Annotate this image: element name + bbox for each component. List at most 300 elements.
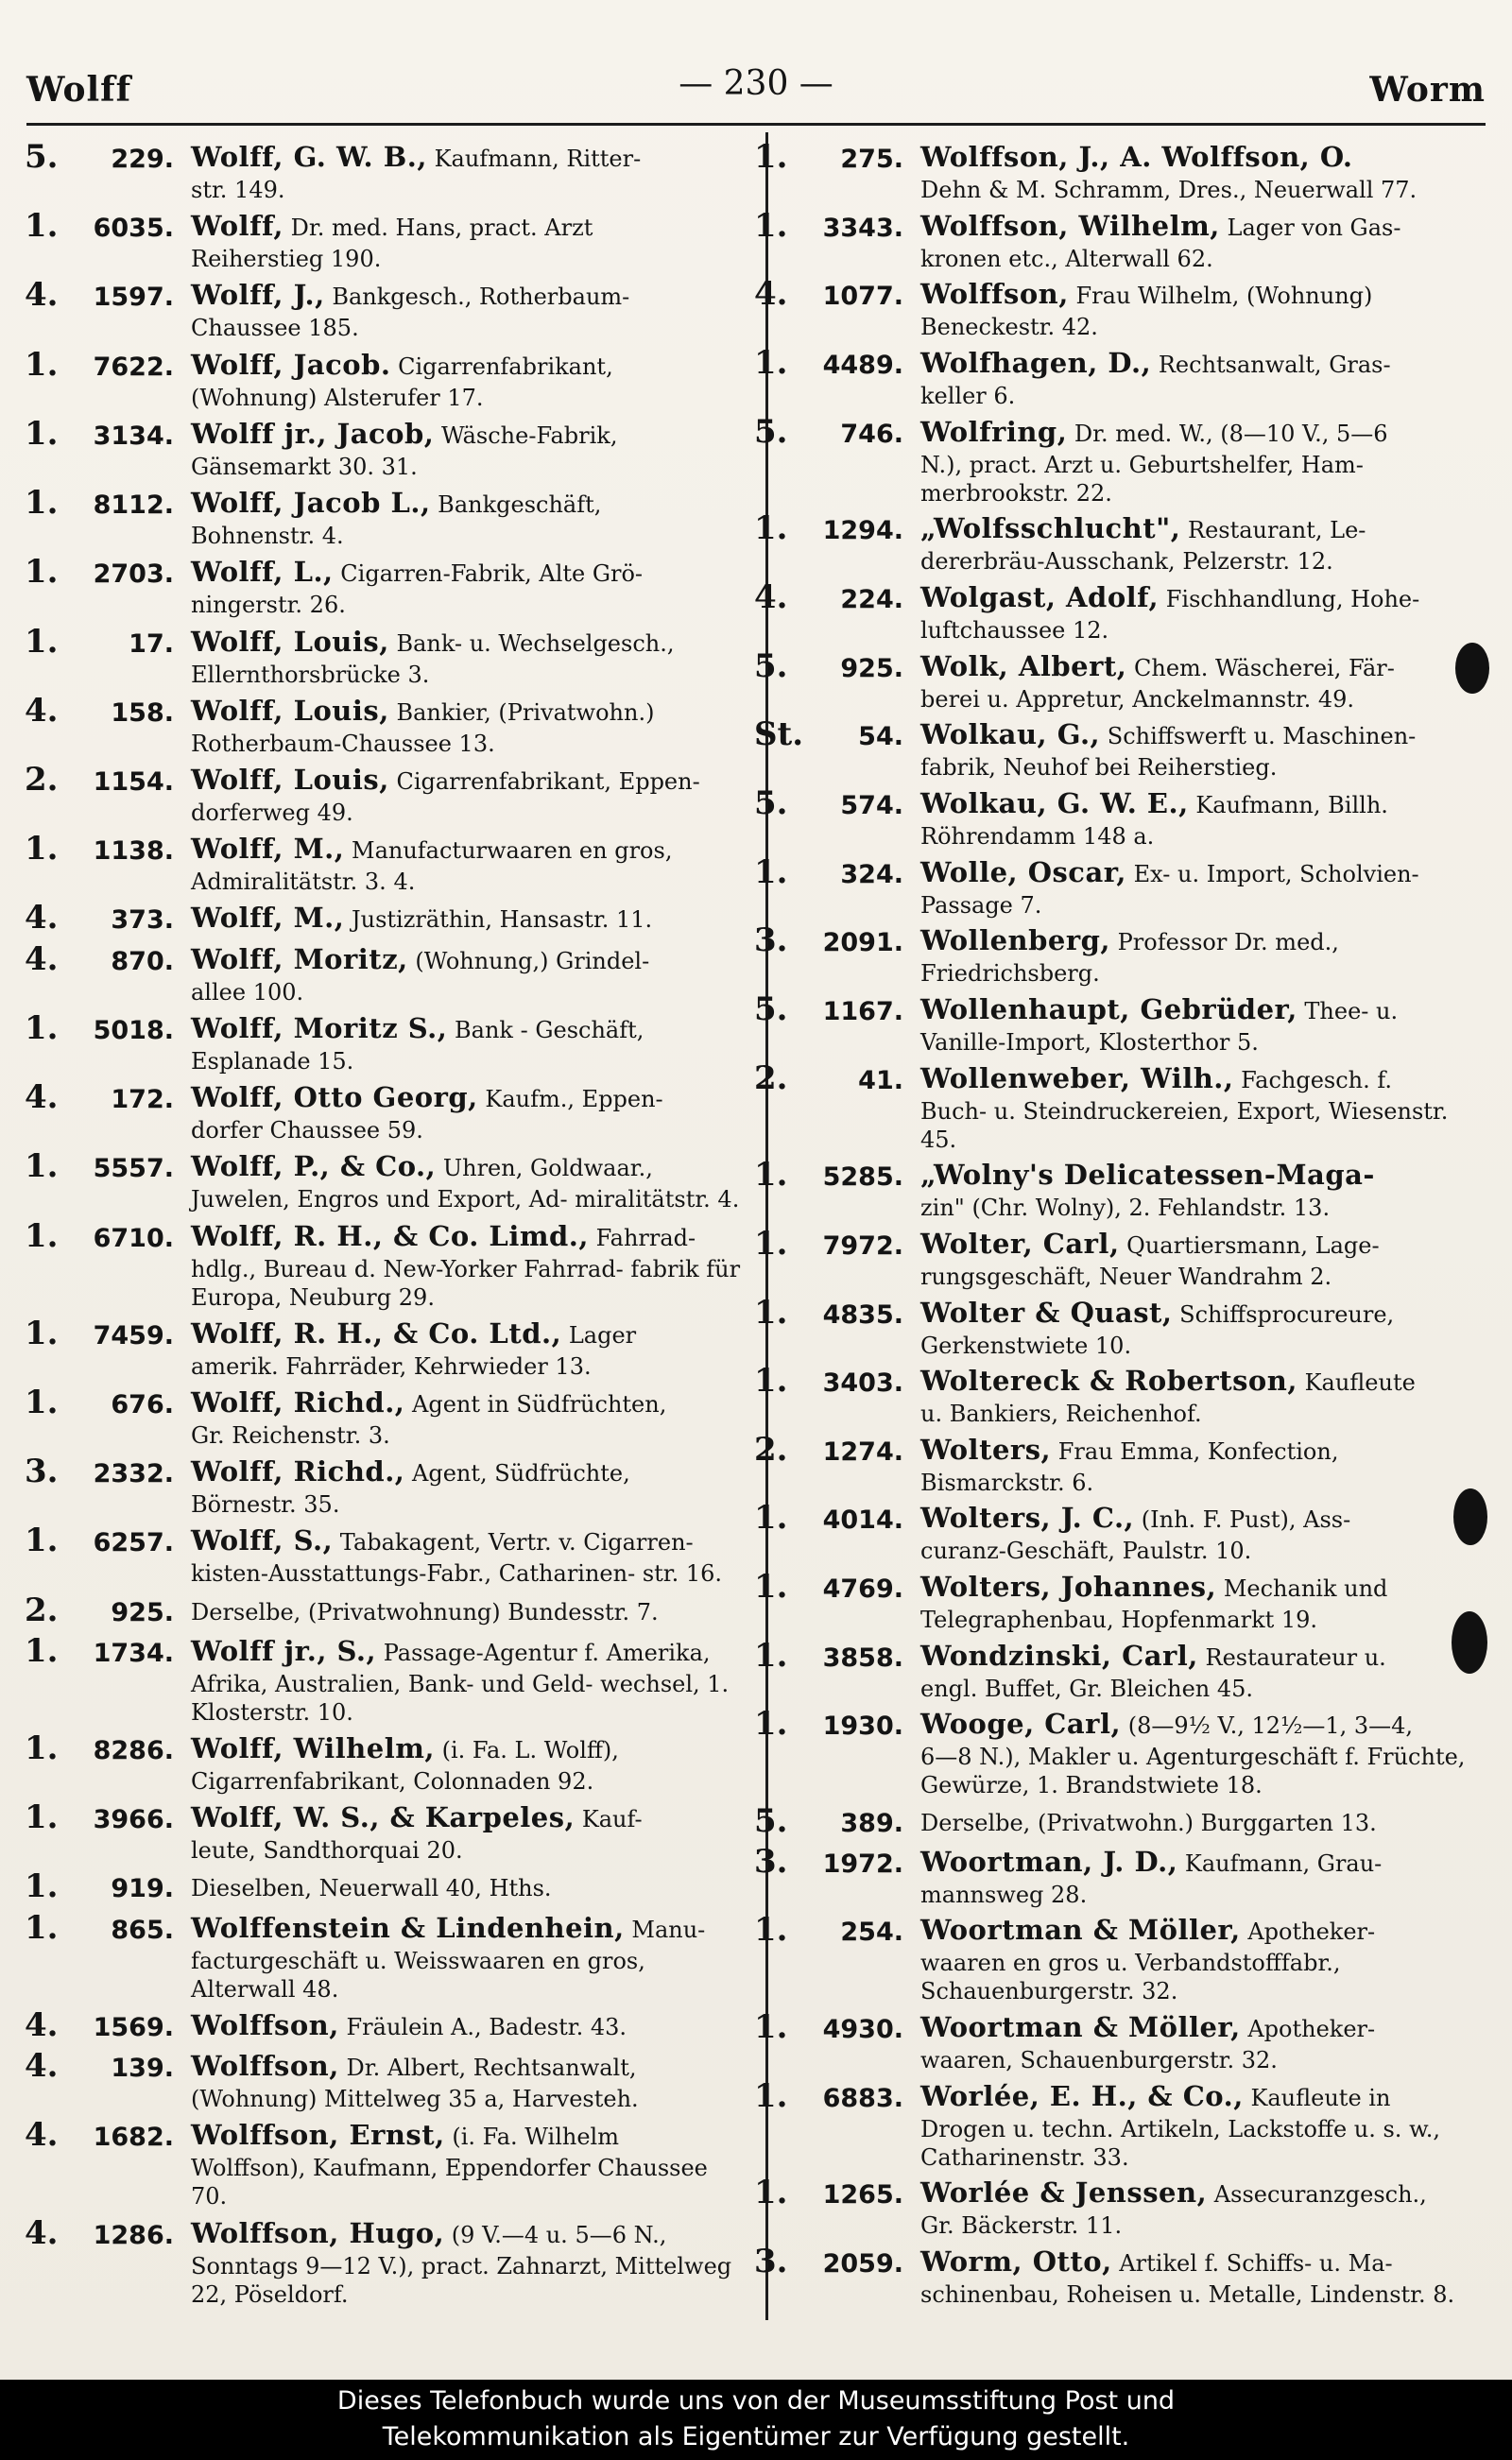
directory-entry [25,1316,745,1381]
subscriber-name: Wolffson, Ernst, [191,2119,445,2152]
directory-entry [754,1501,1491,1565]
entry-text [920,2079,1491,2172]
entry-description: Kauf- [575,1806,643,1833]
directory-entry [25,345,745,412]
entry-address: curanz-Geschäft, Paulstr. 10. [920,1538,1252,1565]
entry-text [191,1911,745,2004]
phone-number: 1930. [822,1712,903,1742]
entry-description: Dieselben, Neuerwall 40, Hths. [191,1875,552,1902]
entry-text [191,2008,745,2044]
entry-description: Derselbe, (Privatwohnung) Bundesstr. 7. [191,1598,659,1626]
subscriber-name: Wolle, Oscar, [920,855,1127,888]
phone-number: 6035. [93,214,174,244]
district-code: 1. [754,2076,788,2115]
phone-number: 229. [111,145,174,174]
entry-text [191,694,745,758]
directory-entry [25,1008,745,1075]
entry-first-line [920,2010,1491,2046]
entry-first-line [191,417,745,453]
entry-address: dererbräu-Ausschank, Pelzerstr. 12. [920,548,1333,576]
district-code: 5. [754,783,788,822]
entry-first-line [191,1149,745,1185]
entry-description: Artikel f. Schiffs- u. Ma- [1111,2250,1393,2278]
entry-text [920,2245,1491,2309]
entry-text [920,1061,1491,1154]
entry-first-line [191,2049,745,2085]
subscriber-name: Wolk, Albert, [920,649,1127,682]
entry-address: Admiralitätstr. 3. 4. [191,869,416,896]
entry-text [920,1227,1491,1291]
entry-description: Mechanik und [1216,1575,1388,1603]
subscriber-name: Woortman, J. D., [920,1845,1178,1878]
directory-entry [754,923,1491,988]
entry-first-line [191,2216,745,2252]
entry-first-line [191,2008,745,2044]
entry-description: Kaufleute [1297,1369,1416,1397]
entry-first-line [920,1501,1491,1537]
phone-number: 925. [111,1597,174,1627]
subscriber-name: Wolters, [920,1433,1052,1466]
entry-address: Drogen u. techn. Artikeln, Lackstoffe u. s. w., Catharinenstr. 33. [920,2115,1441,2171]
phone-number: 925. [840,653,903,683]
entry-first-line [191,555,745,591]
directory-entry [754,989,1491,1057]
directory-entry [754,412,1491,507]
entry-address: schinenbau, Roheisen u. Metalle, Lindenstr. 8. [920,2281,1455,2309]
entry-text [191,1316,745,1381]
entry-address: Friedrichsberg. [920,960,1100,988]
directory-entry [754,852,1491,920]
entry-first-line [191,1634,745,1670]
entry-first-line [920,1158,1491,1194]
subscriber-name: Worm, Otto, [920,2245,1112,2279]
directory-entry [754,511,1491,576]
entry-text [191,417,745,481]
phone-number: 3858. [822,1643,903,1673]
entry-address: Wolffson), Kaufmann, Eppendorfer Chaussee 70. [191,2155,708,2211]
district-code: 1. [754,1499,788,1538]
directory-entry [754,1636,1491,1703]
directory-entry [25,2213,745,2309]
entry-text [920,277,1491,341]
entry-first-line [191,1385,745,1421]
directory-entry [25,2049,745,2113]
district-code: 3. [754,1842,788,1881]
phone-number: 1286. [93,2220,174,2250]
subscriber-name: Wolff, R. H., & Co. Limd., [191,1219,589,1252]
entry-first-line [920,346,1491,382]
directory-entry [754,140,1491,204]
phone-number: 865. [111,1915,174,1945]
entry-address: facturgeschäft u. Weisswaaren en gros, Alterwall 48. [191,1947,645,2003]
entry-text [920,1707,1491,1799]
entry-address: Röhrendamm 148 a. [920,822,1155,850]
subscriber-name: Wolffson, [191,2050,339,2083]
entry-first-line [920,140,1491,176]
directory-entry [25,760,745,827]
phone-number: 3966. [93,1805,174,1835]
entry-description: Manufacturwaaren en gros, [344,837,673,865]
subscriber-name: Wolff jr., Jacob, [191,417,435,450]
phone-number: 1167. [822,996,903,1026]
entry-text [191,278,745,342]
entry-text [920,923,1491,988]
entry-first-line [191,1011,745,1047]
directory-entry [754,2245,1491,2309]
entry-text [191,901,745,937]
header-rule [26,123,1486,126]
entry-description: Dr. med. W., (8—10 V., 5—6 [1067,420,1388,447]
district-code: 5. [25,138,59,176]
subscriber-name: Wollenhaupt, Gebrüder, [920,992,1297,1025]
subscriber-name: Wolfring, [920,415,1068,448]
district-code: 2. [754,1430,788,1469]
entry-first-line [920,2245,1491,2280]
directory-entry [25,1800,745,1865]
district-code: 1. [754,852,788,891]
district-code: 1. [25,484,59,523]
subscriber-name: Wolff, M., [191,833,345,866]
phone-number: 373. [111,905,174,936]
entry-address: Chaussee 185. [191,315,359,342]
entry-address: Passage 7. [920,891,1042,919]
entry-address: zin" (Chr. Wolny), 2. Fehlandstr. 13. [920,1195,1331,1222]
subscriber-name: Wolffson, [191,2008,339,2041]
entry-text [920,1639,1491,1703]
entry-description: Restaurant, Le- [1180,517,1366,544]
entry-description: Frau Wilhelm, (Wohnung) [1068,283,1373,310]
entry-address: engl. Buffet, Gr. Bleichen 45. [920,1675,1254,1702]
entry-description: Frau Emma, Konfection, [1051,1437,1339,1465]
district-code: 1. [25,207,59,246]
entry-first-line [191,942,745,978]
entry-address: Bohnenstr. 4. [191,523,344,550]
entry-address: Cigarrenfabrikant, Colonnaden 92. [191,1768,594,1796]
entry-first-line [191,763,745,799]
entry-address: Juwelen, Engros und Export, Ad- miralitätstr. 4. [191,1186,740,1213]
entry-description: Lager [561,1321,637,1349]
entry-first-line [191,694,745,730]
district-code: 4. [25,2047,59,2086]
entry-description: Dr. Albert, Rechtsanwalt, [338,2055,637,2082]
entry-text [191,555,745,619]
phone-number: 139. [111,2054,174,2084]
entry-first-line [920,649,1491,685]
district-code: 1. [754,2008,788,2047]
entry-description: Chem. Wäscherei, Fär- [1126,654,1395,681]
entry-description: Bankgesch., Rotherbaum- [324,284,630,311]
entry-first-line [920,1296,1491,1332]
entry-description: Agent in Südfrüchten, [404,1390,667,1418]
entry-description: (Wohnung,) Grindel- [407,947,650,974]
directory-entry [754,343,1491,410]
phone-number: 1274. [822,1436,903,1467]
district-code: 1. [25,414,59,453]
entry-text [191,1869,745,1905]
entry-description: Bankgeschäft, [430,491,602,519]
subscriber-name: Wolff, R. H., & Co. Ltd., [191,1316,562,1350]
entry-text [191,2216,745,2309]
entry-description: Wäsche-Fabrik, [434,421,618,449]
entry-address: Gänsemarkt 30. 31. [191,453,418,480]
entry-address: Telegraphenbau, Hopfenmarkt 19. [920,1607,1318,1634]
subscriber-name: Wolff, Richd., [191,1455,405,1488]
directory-entry [25,1385,745,1450]
entry-address: Börnestr. 35. [191,1491,340,1519]
subscriber-name: Wolff, J., [191,279,325,312]
entry-text [920,346,1491,410]
entry-first-line [920,786,1491,822]
entry-text [191,1454,745,1519]
phone-number: 676. [111,1389,174,1419]
entry-first-line [191,901,745,937]
entry-description: Schiffsprocureure, [1172,1300,1395,1328]
directory-entry [25,901,745,937]
entry-text [191,1593,745,1629]
district-code: 1. [25,622,59,661]
entry-address: Beneckestr. 42. [920,314,1098,341]
entry-address: Vanille-Import, Klosterthor 5. [920,1028,1259,1056]
entry-address: Gr. Bäckerstr. 11. [920,2212,1123,2240]
entry-first-line [191,486,745,522]
entry-description: Lager von Gas- [1219,214,1401,241]
subscriber-name: Wolter & Quast, [920,1296,1173,1329]
entry-text [191,1523,745,1588]
district-code: 1. [754,206,788,245]
entry-text [920,1158,1491,1222]
entry-text [920,786,1491,851]
district-code: 2. [754,1058,788,1097]
entry-address: Esplanade 15. [191,1047,354,1075]
district-code: 4. [25,691,59,730]
entry-description: Bank- u. Wechselgesch., [388,629,675,657]
entry-text [191,1800,745,1865]
directory-entry [754,646,1491,714]
entry-address: Sonntags 9—12 V.), pract. Zahnarzt, Mittelweg 22, Pöseldorf. [191,2252,732,2308]
entry-address: mannsweg 28. [920,1881,1088,1908]
directory-entry [754,1293,1491,1360]
entry-description: Dr. med. Hans, pract. Arzt [283,215,593,242]
entry-address: Dehn & M. Schramm, Dres., Neuerwall 77. [920,177,1418,203]
district-code: 1. [754,1156,788,1195]
left-column [25,140,745,2314]
entry-description: Kaufleute in [1243,2084,1391,2111]
phone-number: 746. [840,419,903,449]
district-code: 1. [25,553,59,592]
phone-number: 4489. [822,350,903,380]
phone-number: 6710. [93,1223,174,1253]
entry-text [191,1011,745,1075]
district-code: 4. [25,276,59,315]
phone-number: 224. [840,584,903,614]
entry-address: waaren en gros u. Verbandstofffabr., Schauenburgerstr. 32. [920,1950,1341,2005]
subscriber-name: Wondzinski, Carl, [920,1639,1198,1672]
district-code: 4. [25,2116,59,2155]
subscriber-name: Wolff, Richd., [191,1385,405,1419]
district-code: 4. [25,1078,59,1117]
entry-description: Fräulein A., Badestr. 43. [338,2013,627,2040]
phone-number: 4769. [822,1574,903,1605]
entry-first-line [920,511,1491,547]
entry-first-line [920,415,1491,451]
entry-address: N.), pract. Arzt u. Geburtshelfer, Ham- merbrookstr. 22. [920,451,1364,507]
subscriber-name: Wolter, Carl, [920,1227,1120,1260]
district-code: 1. [754,1705,788,1744]
directory-entry [25,414,745,481]
subscriber-name: Wolff, Wilhelm, [191,1732,435,1765]
directory-entry [754,1570,1491,1634]
phone-number: 254. [840,1918,903,1948]
entry-text [191,625,745,689]
entry-address: fabrik, Neuhof bei Reiherstieg. [920,754,1278,782]
entry-first-line [920,1707,1491,1743]
directory-entry [25,486,745,550]
district-code: 1. [25,1216,59,1255]
district-code: 1. [25,1908,59,1947]
entry-description: Manu- [624,1916,706,1943]
entry-address: allee 100. [191,978,304,1006]
entry-first-line [191,1593,745,1629]
district-code: 1. [754,1568,788,1607]
entry-first-line [920,717,1491,753]
subscriber-name: Wolff, P., & Co., [191,1150,437,1183]
district-code: 2. [25,1591,59,1629]
entry-first-line [191,1080,745,1116]
entry-text [920,1433,1491,1497]
directory-entry [25,832,745,896]
entry-text [920,2010,1491,2074]
district-code: 1. [25,1008,59,1047]
district-code: 1. [754,1293,788,1332]
entry-first-line [191,1869,745,1905]
entry-address: (Wohnung) Mittelweg 35 a, Harvesteh. [191,2086,639,2113]
district-code: 1. [25,1314,59,1352]
district-code: 5. [754,646,788,685]
entry-description: Kaufmann, Grau- [1177,1849,1383,1877]
directory-entry [754,2176,1491,2240]
phone-number: 1734. [93,1638,174,1668]
subscriber-name: Wolff, Jacob. [191,348,391,381]
district-code: 4. [754,275,788,314]
phone-number: 2059. [822,2249,903,2279]
phone-number: 5018. [93,1015,174,1045]
district-code: 3. [754,921,788,960]
footer-line-1: Dieses Telefonbuch wurde uns von der Museumsstiftung Post und [336,2386,1176,2416]
entry-first-line [920,277,1491,313]
entry-address: (Wohnung) Alsterufer 17. [191,384,484,411]
entry-address: u. Bankiers, Reichenhof. [920,1401,1202,1428]
entry-description: Fischhandlung, Hohe- [1159,585,1420,612]
subscriber-name: Wolff, L., [191,556,334,589]
entry-description: Derselbe, (Privatwohn.) Burggarten 13. [920,1810,1377,1837]
district-code: 1. [25,345,59,384]
phone-number: 1569. [93,2012,174,2042]
entry-description: (8—9½ V., 12½—1, 3—4, [1121,1712,1414,1740]
directory-entry [754,1804,1491,1840]
entry-address: Ellernthorsbrücke 3. [191,661,430,688]
entry-first-line [191,348,745,384]
entry-first-line [191,1731,745,1767]
district-code: 1. [25,1147,59,1186]
subscriber-name: Wolff, Otto Georg, [191,1081,478,1114]
subscriber-name: Wolff, M., [191,902,345,935]
entry-description: Cigarren-Fabrik, Alte Grö- [333,560,644,588]
phone-number: 4930. [822,2015,903,2045]
entry-description: Assecuranzgesch., [1207,2181,1427,2209]
subscriber-name: Wollenweber, Wilh., [920,1061,1234,1094]
phone-number: 389. [840,1809,903,1839]
district-code: 2. [25,760,59,799]
entry-description: Schiffswerft u. Maschinen- [1100,723,1417,750]
subscriber-name: Wolters, Johannes, [920,1571,1217,1604]
phone-number: 17. [129,628,174,659]
subscriber-name: Wolff jr., S., [191,1634,377,1667]
phone-number: 1972. [822,1849,903,1879]
footer-note [0,2380,1512,2460]
directory-entry [754,783,1491,851]
subscriber-name: Wolffenstein & Lindenhein, [191,1911,625,1944]
entry-address: 6—8 N.), Makler u. Agenturgeschäft f. Früchte, Gewürze, 1. Brandstwiete 18. [920,1744,1466,1799]
phone-number: 5285. [822,1162,903,1193]
entry-text [191,348,745,412]
district-code: 1. [25,1729,59,1768]
directory-entry [754,1058,1491,1154]
subscriber-name: Wolff, Louis, [191,625,389,658]
entry-address: str. 149. [191,177,285,203]
district-code: 3. [754,2243,788,2281]
district-code: 1. [25,1631,59,1670]
subscriber-name: Wolters, J. C., [920,1502,1135,1535]
entry-description: Kaufmann, Ritter- [426,146,642,172]
entry-address: Reiherstieg 190. [191,246,382,273]
entry-description: (9 V.—4 u. 5—6 N., [444,2221,667,2248]
district-code: 1. [754,2174,788,2212]
district-code: 1. [25,1383,59,1421]
subscriber-name: Woortman & Möller, [920,2011,1241,2044]
entry-address: kisten-Ausstattungs-Fabr., Catharinen- str. 16. [191,1560,723,1588]
entry-text [191,832,745,896]
phone-number: 919. [111,1874,174,1904]
phone-number: 3343. [822,213,903,243]
entry-text [920,1913,1491,2005]
directory-entry [25,140,745,204]
subscriber-name: Wolffson, Wilhelm, [920,209,1220,242]
entry-text [920,649,1491,714]
subscriber-name: Wolff, G. W. B., [191,141,427,173]
entry-description: Uhren, Goldwaar., [436,1155,653,1182]
phone-number: 4835. [822,1299,903,1330]
entry-text [191,763,745,827]
entry-text [191,1634,745,1727]
right-column [754,140,1491,2314]
entry-text [920,209,1491,273]
subscriber-name: Worlée, E. H., & Co., [920,2079,1244,2112]
subscriber-name: Wooge, Carl, [920,1708,1122,1741]
subscriber-name: Wolff, Jacob L., [191,487,431,520]
entry-description: Fachgesch. f. [1233,1066,1393,1093]
directory-entry [754,1913,1491,2005]
district-code: 1. [754,138,788,176]
directory-entry [754,1158,1491,1222]
entry-description: Justizräthin, Hansastr. 11. [344,906,653,934]
phone-number: 5557. [93,1154,174,1184]
entry-description: Quartiersmann, Lage- [1119,1231,1380,1259]
entry-text [920,415,1491,507]
entry-text [191,1149,745,1213]
footer-line-2: Telekommunikation als Eigentümer zur Verfügung gestellt. [382,2422,1130,2451]
district-code: 1. [754,1911,788,1950]
entry-first-line [191,1523,745,1559]
